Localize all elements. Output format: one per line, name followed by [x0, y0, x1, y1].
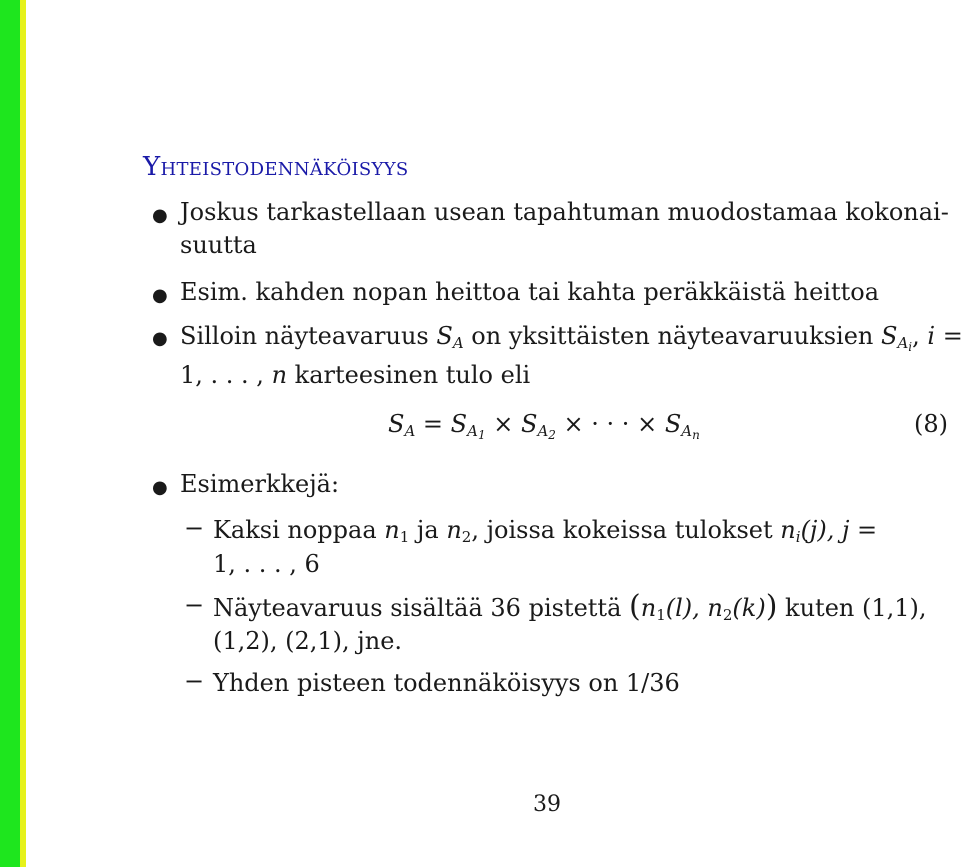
sub-2-text-b: kuten (1,1), — [777, 594, 927, 622]
bullet-1-line-1: Joskus tarkastellaan usean tapahtuman muodostamaa kokonai- — [180, 198, 949, 226]
bullet-dot: ● — [152, 328, 168, 349]
dash-marker: − — [184, 514, 205, 542]
math-n: n — [271, 361, 288, 389]
math-i-equals: i — [927, 322, 936, 350]
bullet-1-line-2: suutta — [180, 231, 257, 259]
math-pair: ($n_1(l)$, $n_2(k)$) — [629, 589, 778, 624]
bullet-dot: ● — [152, 477, 168, 498]
math-n1: $n_1$ — [384, 516, 410, 546]
sub-1-text-c: , joissa kokeissa tulokset — [471, 516, 781, 544]
math-ni: $n_i$ — [780, 516, 801, 546]
bullet-3-text-c: , — [912, 322, 928, 350]
math-s-ai: $S_{A_i}$ — [881, 322, 913, 354]
sub-bullet-2-line-2: (1,2), (2,1), jne. — [213, 627, 403, 655]
equation-number: (8) — [914, 410, 948, 438]
bullet-3-line-1: Silloin näyteavaruus $S_A$ on yksittäisten näyteavaruuksien $S_{A_i}$, i = — [180, 322, 963, 354]
dash-marker: − — [184, 591, 205, 619]
bullet-4-line: Esimerkkejä: — [180, 470, 340, 498]
page-number: 39 — [533, 792, 561, 817]
equation-cartesian-product: $S_A = S_{A_1} \times S_{A_2}$ × · · · × $S_{A_n}$ — [388, 410, 700, 442]
sub-1-text-d: (j), j = — [800, 516, 878, 544]
sub-2-text-a: Näyteavaruus sisältää 36 pistettä — [213, 594, 630, 622]
sub-bullet-3-line: Yhden pisteen todennäköisyys on 1/36 — [213, 669, 680, 697]
sub-1-text-b: ja — [409, 516, 447, 544]
bullet-2-line: Esim. kahden nopan heittoa tai kahta peräkkäistä heittoa — [180, 278, 880, 306]
bullet-3-text-a: Silloin näyteavaruus — [180, 322, 437, 350]
bullet-3-text-e: karteesinen tulo eli — [287, 361, 531, 389]
bullet-3-line-2 — [180, 359, 530, 391]
dash-marker: − — [184, 667, 205, 695]
bullet-dot: ● — [152, 205, 168, 226]
sub-bullet-1-line-2: 1, . . . , 6 — [213, 550, 320, 578]
math-n2: $n_2$ — [446, 516, 472, 546]
bullet-3-text-d: 1, . . . , — [180, 361, 272, 389]
sub-1-text-a: Kaksi noppaa — [213, 516, 385, 544]
bullet-dot: ● — [152, 285, 168, 306]
math-s-a: $S_A$ — [436, 322, 464, 352]
bullet-3-text-b: on yksittäisten näyteavaruuksien — [463, 322, 881, 350]
slide-title: Yhteistodennäköisyys — [143, 152, 409, 182]
